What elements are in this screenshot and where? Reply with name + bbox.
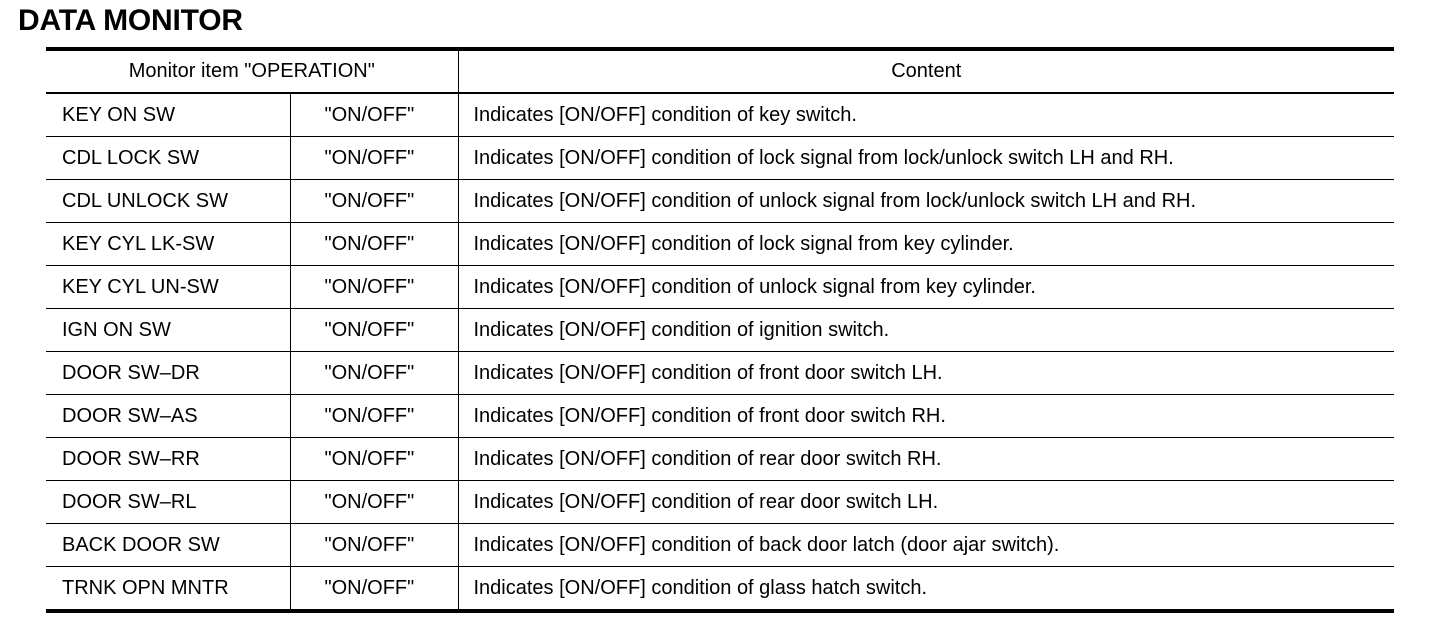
table-row (46, 180, 1394, 223)
table-row (46, 438, 1394, 481)
value-cell: "ON/OFF" (290, 180, 458, 223)
content-cell: Indicates [ON/OFF] condition of ignition switch. (458, 309, 1394, 352)
table-row (46, 93, 1394, 137)
table-body (46, 93, 1394, 611)
value-cell: "ON/OFF" (290, 438, 458, 481)
table-row (46, 481, 1394, 524)
content-cell: Indicates [ON/OFF] condition of unlock signal from lock/unlock switch LH and RH. (458, 180, 1394, 223)
value-cell: "ON/OFF" (290, 481, 458, 524)
content-cell: Indicates [ON/OFF] condition of unlock signal from key cylinder. (458, 266, 1394, 309)
value-cell: "ON/OFF" (290, 567, 458, 612)
value-cell: "ON/OFF" (290, 137, 458, 180)
content-cell: Indicates [ON/OFF] condition of lock signal from key cylinder. (458, 223, 1394, 266)
content-cell: Indicates [ON/OFF] condition of front door switch LH. (458, 352, 1394, 395)
monitor-item-cell: DOOR SW–AS (46, 395, 290, 438)
table-row (46, 266, 1394, 309)
table-row (46, 395, 1394, 438)
table-header-row (46, 49, 1394, 93)
value-cell: "ON/OFF" (290, 309, 458, 352)
monitor-item-cell: BACK DOOR SW (46, 524, 290, 567)
content-cell: Indicates [ON/OFF] condition of back door latch (door ajar switch). (458, 524, 1394, 567)
monitor-item-cell: CDL LOCK SW (46, 137, 290, 180)
monitor-item-cell: KEY CYL LK-SW (46, 223, 290, 266)
content-cell: Indicates [ON/OFF] condition of key switch. (458, 93, 1394, 137)
table-row (46, 137, 1394, 180)
content-cell: Indicates [ON/OFF] condition of front door switch RH. (458, 395, 1394, 438)
monitor-item-cell: IGN ON SW (46, 309, 290, 352)
page-title: DATA MONITOR (18, 4, 243, 37)
monitor-item-cell: TRNK OPN MNTR (62, 576, 229, 599)
value-cell: "ON/OFF" (290, 223, 458, 266)
table-row (46, 223, 1394, 266)
monitor-item-cell: CDL UNLOCK SW (46, 180, 290, 223)
table-row (46, 352, 1394, 395)
table-row (46, 567, 1394, 612)
monitor-item-cell: DOOR SW–RR (46, 438, 290, 481)
value-cell: "ON/OFF" (290, 266, 458, 309)
table-row (46, 524, 1394, 567)
value-cell: "ON/OFF" (290, 395, 458, 438)
value-cell: "ON/OFF" (290, 524, 458, 567)
table-row (46, 309, 1394, 352)
header-content: Content (458, 49, 1394, 93)
header-monitor-item: Monitor item "OPERATION" (46, 49, 458, 93)
monitor-item-cell: DOOR SW–RL (46, 481, 290, 524)
value-cell: "ON/OFF" (290, 93, 458, 137)
value-cell: "ON/OFF" (290, 352, 458, 395)
content-cell: Indicates [ON/OFF] condition of lock signal from lock/unlock switch LH and RH. (458, 137, 1394, 180)
monitor-item-cell: KEY CYL UN-SW (46, 266, 290, 309)
content-cell: Indicates [ON/OFF] condition of rear door switch RH. (458, 438, 1394, 481)
monitor-item-cell: KEY ON SW (46, 93, 290, 137)
content-cell: Indicates [ON/OFF] condition of glass hatch switch. (473, 576, 928, 599)
data-monitor-table (46, 47, 1394, 613)
content-cell: Indicates [ON/OFF] condition of rear door switch LH. (458, 481, 1394, 524)
monitor-item-cell: DOOR SW–DR (46, 352, 290, 395)
